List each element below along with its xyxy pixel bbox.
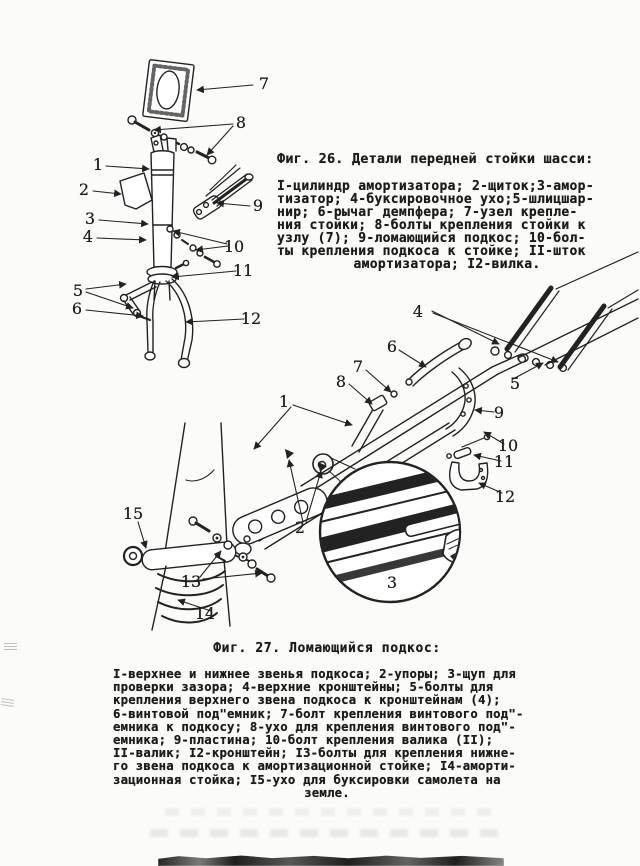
fig26-callout-8: 8 (235, 113, 247, 132)
fig26-callout-4: 4 (82, 227, 94, 246)
fig27-title: Фиг. 27. Ломающийся подкос: (213, 641, 441, 656)
fig26-callout-5: 5 (72, 281, 84, 300)
fig26-callout-7: 7 (258, 74, 270, 93)
fig26-callout-12: 12 (240, 309, 262, 328)
fig27-callout-15: 15 (122, 504, 144, 523)
fig27-callout-5: 5 (509, 374, 521, 393)
fig26-drawing (86, 60, 253, 368)
fig26-callout-6: 6 (71, 299, 83, 318)
fig27-callout-2: 2 (294, 518, 306, 537)
fig26-caption-line: I-цилиндр амортизатора; 2-щиток;3-амор- (277, 179, 594, 194)
fig26-title: Фиг. 26. Детали передней стойки шасси: (277, 151, 594, 167)
fig27-caption-line: емника; 9-пластина; 10-болт крепления валика (II); (113, 733, 494, 748)
fig26-caption-line: нир; 6-рычаг демпфера; 7-узел крепле- (277, 205, 578, 220)
fig26-caption (277, 151, 617, 271)
margin-scribble (1, 697, 15, 707)
fig27-caption-line: земле. (304, 785, 350, 800)
fig27-caption-line: 6-винтовой под"емник; 7-болт крепления винтового под"- (113, 706, 524, 721)
fig27-callout-9: 9 (493, 403, 505, 422)
fig27-callout-11: 11 (493, 452, 515, 471)
fig27-caption-line: емника к подкосу; 8-ухо для крепления винтового под"- (113, 719, 516, 734)
fig27-caption-line: крепления верхнего звена подкоса к кронштейнам (4); (113, 693, 501, 708)
fig26-caption-line: ты крепления подкоса к стойке; II-шток (277, 244, 586, 259)
fig27-caption-line: го звена подкоса к амортизационной стойке; I4-аморти- (113, 759, 516, 774)
fig26-callout-3: 3 (84, 209, 96, 228)
fig27-caption-line: II-валик; I2-кронштейн; I3-болты для крепления нижне- (113, 746, 516, 761)
fig27-caption (113, 641, 541, 800)
fig26-callout-10: 10 (223, 237, 245, 256)
fig26-callout-1: 1 (92, 155, 104, 174)
fig27-callout-10: 10 (497, 436, 519, 455)
fig27-callout-8: 8 (335, 372, 347, 391)
fig26-callout-2: 2 (78, 180, 90, 199)
fig27-callout-3: 3 (386, 573, 398, 592)
fig27-callout-12: 12 (494, 487, 516, 506)
fig26-caption-line: ния стойки; 8-болты крепления стойки к (277, 218, 586, 233)
fig27-callout-4: 4 (412, 302, 424, 321)
fig26-caption-line: амортизатора; I2-вилка. (353, 257, 541, 272)
fig27-callout-13: 13 (180, 572, 202, 591)
fig27-callout-14: 14 (194, 604, 216, 623)
fig27-caption-line: проверки зазора; 4-верхние кронштейны; 5-болты для (113, 680, 494, 695)
fig27-callout-6: 6 (386, 337, 398, 356)
fig27-callout-1: 1 (278, 392, 290, 411)
fig27-caption-line: зационная стойка; I5-ухо для буксировки самолета на (113, 772, 501, 787)
fig26-callout-9: 9 (252, 196, 264, 215)
fig27-callout-7: 7 (352, 357, 364, 376)
fig26-caption-line: тизатор; 4-буксировочное ухо;5-шлицшар- (277, 192, 594, 207)
fig26-caption-line: узлу (7); 9-ломающийся подкос; 10-бол- (277, 231, 586, 246)
fig27-caption-line: I-верхнее и нижнее звенья подкоса; 2-упоры; 3-щуп для (113, 667, 516, 681)
margin-scribble (4, 642, 17, 650)
fig26-callout-11: 11 (232, 261, 254, 280)
